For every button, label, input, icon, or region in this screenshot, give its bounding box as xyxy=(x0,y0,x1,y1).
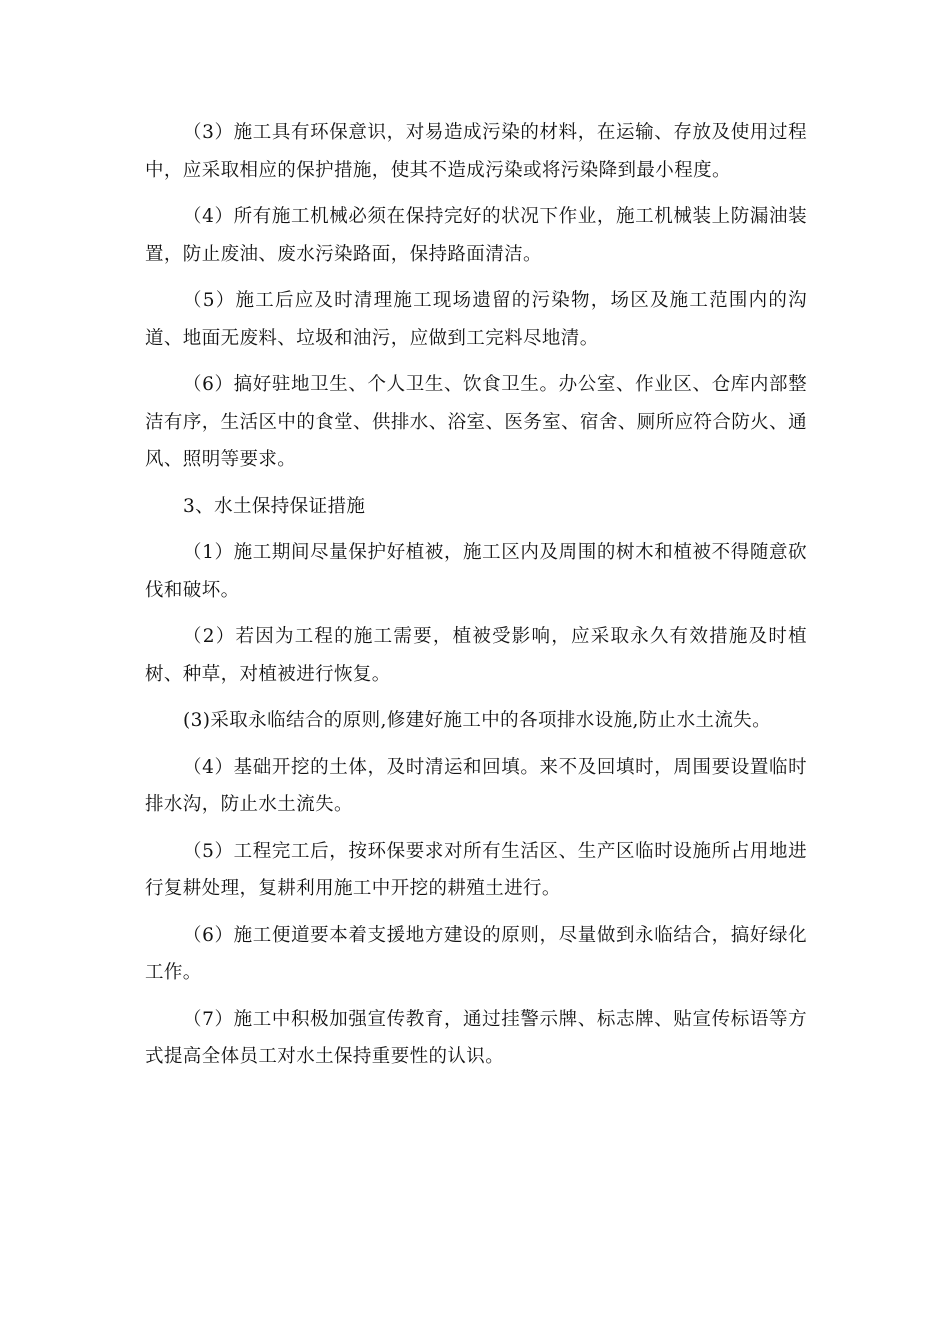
paragraph-soil-7: （7）施工中积极加强宣传教育，通过挂警示牌、标志牌、贴宣传标语等方式提高全体员工对水土保持重要性的认识。 xyxy=(145,1008,807,1067)
paragraph-soil-2: （2）若因为工程的施工需要，植被受影响，应采取永久有效措施及时植树、种草，对植被进行恢复。 xyxy=(145,626,807,685)
paragraph-soil-5: （5）工程完工后，按环保要求对所有生活区、生产区临时设施所占用地进行复耕处理，复耕利用施工中开挖的耕殖土进行。 xyxy=(145,840,807,899)
paragraph-soil-1: （1）施工期间尽量保护好植被，施工区内及周围的树木和植被不得随意砍伐和破坏。 xyxy=(145,542,807,601)
paragraph-env-6: （6）搞好驻地卫生、个人卫生、饮食卫生。办公室、作业区、仓库内部整洁有序，生活区中的食堂、供排水、浴室、医务室、宿舍、厕所应符合防火、通风、照明等要求。 xyxy=(145,374,807,470)
paragraph-env-5: （5）施工后应及时清理施工现场遗留的污染物，场区及施工范围内的沟道、地面无废料、垃圾和油污，应做到工完料尽地清。 xyxy=(145,290,807,349)
document-body xyxy=(145,114,807,1085)
paragraph-soil-4: （4）基础开挖的土体，及时清运和回填。来不及回填时，周围要设置临时排水沟，防止水土流失。 xyxy=(145,756,807,815)
paragraph-soil-6: （6）施工便道要本着支援地方建设的原则，尽量做到永临结合，搞好绿化工作。 xyxy=(145,924,807,983)
paragraph-soil-3: (3)采取永临结合的原则,修建好施工中的各项排水设施,防止水土流失。 xyxy=(183,710,772,731)
paragraph-env-3: （3）施工具有环保意识，对易造成污染的材料，在运输、存放及使用过程中，应采取相应的保护措施，使其不造成污染或将污染降到最小程度。 xyxy=(145,122,807,181)
section-heading: 3、水土保持保证措施 xyxy=(183,495,366,517)
paragraph-env-4: （4）所有施工机械必须在保持完好的状况下作业，施工机械装上防漏油装置，防止废油、废水污染路面，保持路面清洁。 xyxy=(145,206,807,265)
